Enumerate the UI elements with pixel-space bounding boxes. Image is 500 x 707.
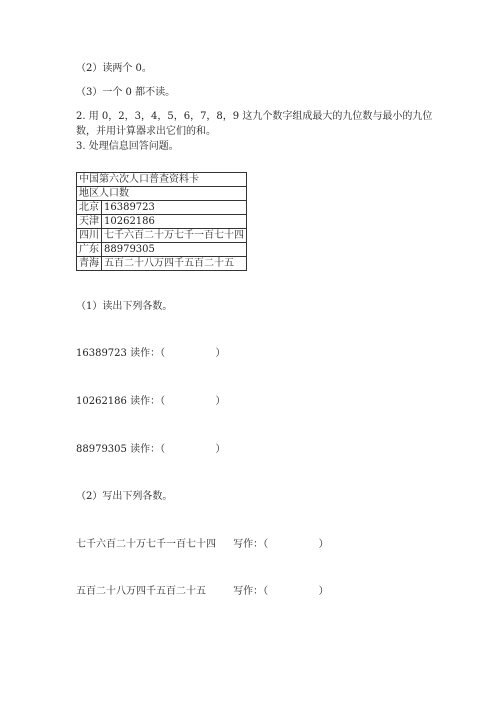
sub-question-3: （3）一个 0 都不读。 [76,87,176,98]
region-cell: 青海 [77,257,102,271]
population-cell: 五百二十八万四千五百二十五 [102,257,247,271]
read-question-prompt: 88979305 读作：（ [76,444,166,455]
table-row [77,201,247,215]
read-question-prompt: 10262186 读作：（ [76,396,166,407]
write-question-text: 七千六百二十万七千一百七十四 [76,539,216,550]
population-cell: 88979305 [102,243,247,257]
part-1-title: （1）读出下列各数。 [76,301,173,312]
table-row [77,229,247,243]
write-question-row [76,585,329,599]
table-row [77,215,247,229]
read-question-prompt: 16389723 读作：（ [76,348,166,359]
write-question-row [76,538,329,552]
read-question-row [76,347,225,361]
close-paren: ） [215,396,226,407]
population-cell: 七千六百二十万七千一百七十四 [102,229,247,243]
region-cell: 北京 [77,201,102,215]
read-question-row [76,395,225,409]
census-info-table [76,172,247,271]
close-paren: ） [318,539,329,550]
part-2-title: （2）写出下列各数。 [76,491,173,502]
table-header-row [77,187,247,201]
close-paren: ） [318,586,329,597]
problem-2-line-2: 数，并用计算器求出它们的和。 [76,126,216,137]
table-header-cell [77,187,247,201]
close-paren: ） [215,444,226,455]
write-label: 写作：（ [233,586,269,597]
read-question-row [76,443,225,457]
table-row [77,243,247,257]
write-question-text: 五百二十八万四千五百二十五 [76,586,206,597]
region-cell: 广东 [77,243,102,257]
problem-3-title: 3. 处理信息回答问题。 [76,141,179,152]
population-cell: 16389723 [102,201,247,215]
problem-2-line-1: 2. 用 0，2，3，4，5，6，7，8，9 这九个数字组成最大的九位数与最小的九位 [76,111,433,122]
population-cell: 10262186 [102,215,247,229]
write-label: 写作：（ [233,539,269,550]
table-title-row [77,173,247,187]
sub-question-2: （2）读两个 0。 [76,63,152,74]
region-cell: 四川 [77,229,102,243]
table-row [77,257,247,271]
header-population: 人口数 [99,187,129,199]
region-cell: 天津 [77,215,102,229]
table-title: 中国第六次人口普查资料卡 [77,173,247,187]
close-paren: ） [215,348,226,359]
header-region: 地区 [79,187,99,199]
